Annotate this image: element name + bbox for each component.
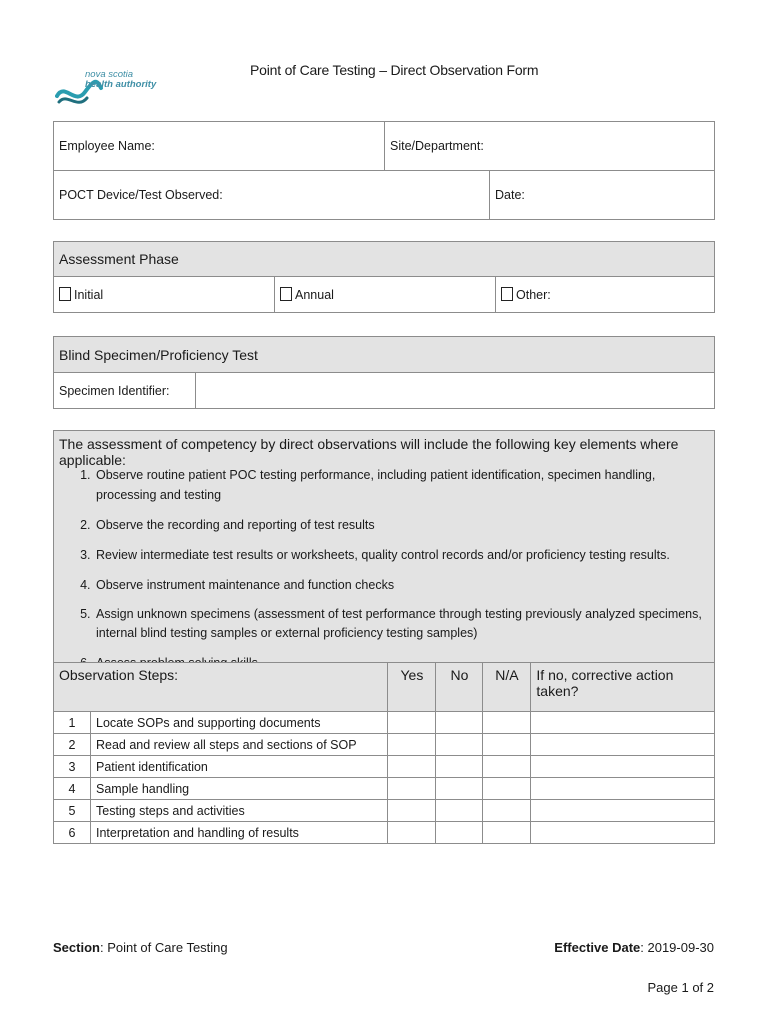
option-initial-label: Initial	[74, 288, 104, 302]
option-initial[interactable]	[54, 277, 275, 313]
specimen-identifier-field[interactable]	[196, 373, 715, 409]
yes-cell[interactable]	[388, 800, 436, 822]
na-cell[interactable]	[483, 756, 531, 778]
section-label: Section	[53, 940, 100, 955]
table-row	[54, 734, 715, 756]
observation-steps-table	[53, 662, 715, 844]
section-value: : Point of Care Testing	[99, 940, 228, 955]
site-department-label: Site/Department:	[390, 139, 484, 153]
logo-line-1: nova scotia	[85, 69, 134, 80]
step-text: Patient identification	[91, 756, 388, 778]
no-cell[interactable]	[436, 734, 483, 756]
corrective-cell[interactable]	[531, 822, 715, 844]
no-cell[interactable]	[436, 712, 483, 734]
key-elements-box	[53, 430, 715, 664]
table-row	[54, 800, 715, 822]
list-item: 3. Review intermediate test results or worksheets, quality control records and/or proficiency testing results.	[94, 545, 704, 565]
employee-name-field[interactable]	[54, 122, 385, 171]
footer-section	[53, 940, 228, 955]
step-text: Sample handling	[91, 778, 388, 800]
checkbox-other[interactable]	[501, 287, 513, 301]
key-elements-heading: The assessment of competency by direct observations will include the following key elements where applicable:	[59, 436, 679, 468]
na-cell[interactable]	[483, 778, 531, 800]
yes-cell[interactable]	[388, 712, 436, 734]
corrective-cell[interactable]	[531, 778, 715, 800]
corrective-cell[interactable]	[531, 800, 715, 822]
step-text: Interpretation and handling of results	[91, 822, 388, 844]
corrective-action-header: If no, corrective action taken?	[531, 663, 715, 712]
no-cell[interactable]	[436, 756, 483, 778]
assessment-phase-table	[53, 241, 715, 313]
yes-cell[interactable]	[388, 822, 436, 844]
corrective-cell[interactable]	[531, 712, 715, 734]
blind-specimen-table	[53, 336, 715, 409]
corrective-cell[interactable]	[531, 756, 715, 778]
step-number: 5	[54, 800, 91, 822]
na-cell[interactable]	[483, 822, 531, 844]
list-item: 4. Observe instrument maintenance and function checks	[94, 575, 704, 595]
option-annual-label: Annual	[295, 288, 334, 302]
step-number: 3	[54, 756, 91, 778]
no-cell[interactable]	[436, 800, 483, 822]
page-number: Page 1 of 2	[647, 980, 714, 995]
date-field[interactable]	[490, 171, 715, 220]
date-label: Date:	[495, 188, 525, 202]
table-row	[54, 756, 715, 778]
no-cell[interactable]	[436, 822, 483, 844]
yes-cell[interactable]	[388, 778, 436, 800]
yes-cell[interactable]	[388, 734, 436, 756]
effective-date-label: Effective Date	[554, 940, 641, 955]
list-item: 5. Assign unknown specimens (assessment of test performance through testing previously analyzed specimens, internal blind testing samples or external proficiency testing samples)	[94, 605, 704, 643]
checkbox-initial[interactable]	[59, 287, 71, 301]
key-elements-list	[54, 465, 704, 683]
na-cell[interactable]	[483, 800, 531, 822]
yes-header: Yes	[388, 663, 436, 712]
table-row	[54, 778, 715, 800]
no-header: No	[436, 663, 483, 712]
assessment-phase-heading: Assessment Phase	[54, 242, 715, 277]
specimen-identifier-label: Specimen Identifier:	[54, 373, 196, 409]
option-other-label: Other:	[516, 288, 551, 302]
step-text: Testing steps and activities	[91, 800, 388, 822]
list-item: 2. Observe the recording and reporting of test results	[94, 515, 704, 535]
na-cell[interactable]	[483, 734, 531, 756]
list-item: 1. Observe routine patient POC testing performance, including patient identification, specimen handling, processing and testing	[94, 465, 704, 505]
employee-info-table	[53, 121, 715, 220]
corrective-cell[interactable]	[531, 734, 715, 756]
page-title: Point of Care Testing – Direct Observation Form	[250, 62, 539, 78]
poct-device-field[interactable]	[54, 171, 490, 220]
option-annual[interactable]	[275, 277, 496, 313]
site-department-field[interactable]	[385, 122, 715, 171]
step-number: 1	[54, 712, 91, 734]
step-number: 4	[54, 778, 91, 800]
na-header: N/A	[483, 663, 531, 712]
no-cell[interactable]	[436, 778, 483, 800]
table-row	[54, 712, 715, 734]
table-row	[54, 822, 715, 844]
checkbox-annual[interactable]	[280, 287, 292, 301]
step-number: 2	[54, 734, 91, 756]
employee-name-label: Employee Name:	[59, 139, 155, 153]
blind-specimen-heading: Blind Specimen/Proficiency Test	[54, 337, 715, 373]
poct-device-label: POCT Device/Test Observed:	[59, 188, 223, 202]
step-text: Locate SOPs and supporting documents	[91, 712, 388, 734]
yes-cell[interactable]	[388, 756, 436, 778]
option-other[interactable]	[496, 277, 715, 313]
observation-steps-header: Observation Steps:	[54, 663, 388, 712]
step-text: Read and review all steps and sections of SOP	[91, 734, 388, 756]
effective-date-value: : 2019-09-30	[640, 940, 714, 955]
na-cell[interactable]	[483, 712, 531, 734]
logo-line-2: health authority	[85, 79, 157, 90]
logo-text	[85, 70, 156, 90]
step-number: 6	[54, 822, 91, 844]
footer-effective-date	[554, 940, 714, 955]
